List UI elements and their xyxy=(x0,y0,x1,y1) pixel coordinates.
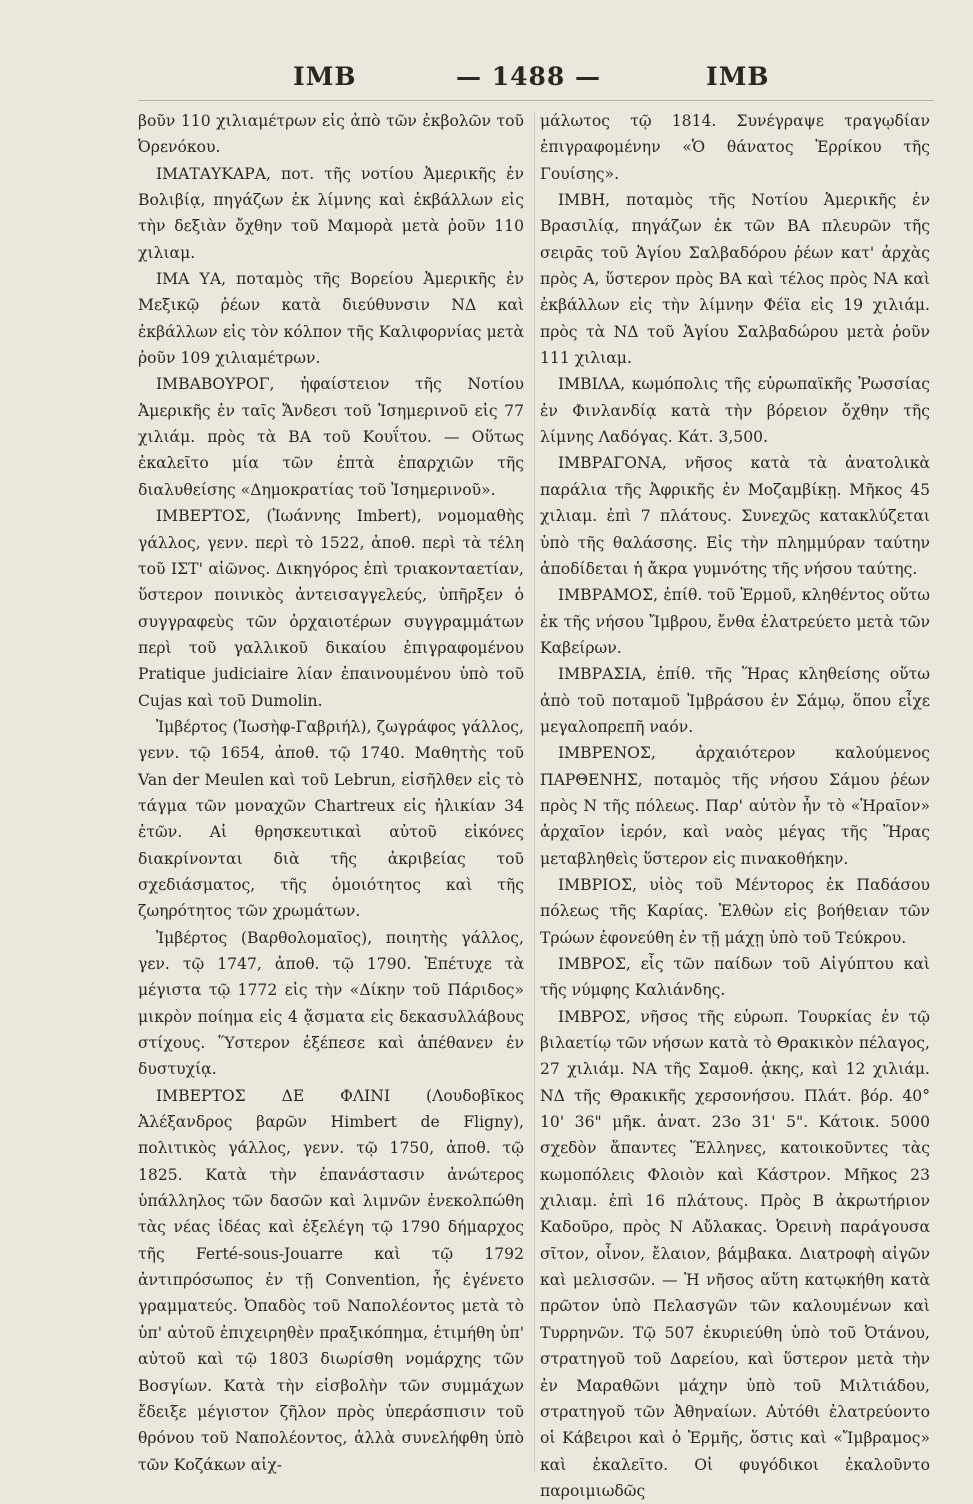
entry-imbila: ΙΜΒΙΛΑ, κωμόπολις τῆς εὐρωπαϊκῆς Ῥωσσίας ἐν Φινλανδίᾳ κατὰ τὴν βόρειον ὄχθην τῆς λίμνης Λαδόγας. Κάτ. 3,500. xyxy=(540,375,930,447)
entry-imbros-island: ΙΜΒΡΟΣ, νῆσος τῆς εὐρωπ. Τουρκίας ἐν τῷ βιλαετίῳ τῶν νήσων κατὰ τὸ Θρακικὸν πέλαγος, 27 χιλιάμ. ΝΑ τῆς Σαμοθ. ᾀκης, καὶ 12 χιλιάμ. ΝΔ τῆς Θρακικῆς χερσονήσου. Πλάτ. βόρ. 40° 10' 36" μῆκ. ἀνατ. 23ο 31' 5". Κάτοικ. 5000 σχεδὸν ἅπαντες Ἕλληνες, κατοικοῦντες τὰς κωμοπόλεις Φλοιὸν καὶ Κάστρον. Μῆκος 23 χιλιαμ. ἐπὶ 16 πλάτους. Πρὸς Β ἀκρωτήριον Καδοῦρο, πρὸς Ν Αὔλακας. Ὀρεινὴ παράγουσα σῖτον, οἶνον, ἔλαιον, βάμβακα. Διατροφὴ αἰγῶν καὶ μελισσῶν. — Ἡ νῆσος αὕτη κατῳκήθη κατὰ πρῶτον ὑπὸ Πελασγῶν τῶν καλουμένων καὶ Τυρρηνῶν. Τῷ 507 ἐκυριεύθη ὑπὸ τοῦ Ὀτάνου, στρατηγοῦ τοῦ Δαρείου, καὶ ὕστερον μετὰ τὴν ἐν Μαραθῶνι μάχην ὑπὸ τοῦ Μιλτιάδου, στρατηγοῦ τῶν Ἀθηναίων. Αὐτόθι ἐλατρεύοντο οἱ Κάβειροι καὶ ὁ Ἑρμῆς, ὅστις καὶ «Ἴμβραμος» καὶ ἐκαλεῖτο. Οἱ φυγόδικοι ἐκαλοῦντο παροιμιωδῶς xyxy=(540,1007,930,1500)
entry-imbertos-ioannis: ΙΜΒΕΡΤΟΣ, (Ἰωάννης Imbert), νομομαθὴς γάλλος, γενν. περὶ τὸ 1522, ἀποθ. περὶ τὰ τέλη τοῦ ΙΣΤ' αἰῶνος. Δικηγόρος ἐπὶ τριακονταετίαν, ὕστερον ποινικὸς ἀντεισαγγελεύς, ὑπῆρξεν ὁ συγγραφεὺς τῶν ὀρχαιοτέρων συγγραμμάτων περὶ τοῦ γαλλικοῦ δικαίου ἐπιγραφομένου Pratique judiciaire λίαν ἐπαινουμένου ὑπὸ τοῦ Cujas καὶ τοῦ Dumolin. xyxy=(138,507,524,710)
entry-imbrenos: ΙΜΒΡΕΝΟΣ, ἀρχαιότερον καλούμενος ΠΑΡΘΕΝΗΣ, ποταμὸς τῆς νήσου Σάμου ῥέων πρὸς Ν τῆς πόλεως. Παρ' αὐτὸν ἦν τὸ «Ἡραῖον» ἀρχαῖον ἱερόν, καὶ ναὸς μέγας τῆς Ἥρας μεταβληθεὶς ὕστερον εἰς πινακοθήκην. xyxy=(540,744,930,868)
entry-imataukara: ΙΜΑΤΑΥΚΑΡΑ, ποτ. τῆς νοτίου Ἀμερικῆς ἐν Βολιβίᾳ, πηγάζων ἐκ λίμνης καὶ ἐκβάλλων εἰς τὴν δεξιὰν ὄχθην τοῦ Μαμορὰ μετὰ ῥοῦν 110 χιλιαμ. xyxy=(138,164,524,262)
entry-imbertos-bartholomaios: Ἰμβέρτος (Βαρθολομαῖος), ποιητὴς γάλλος, γεν. τῷ 1747, ἀποθ. τῷ 1790. Ἐπέτυχε τὰ μέγιστα τῷ 1772 εἰς τὴν «Δίκην τοῦ Πάριδος» μικρὸν ποίημα εἰς 4 ᾄσματα εἰς δεκασυλλάβους στίχους. Ὕστερον ἐξέπεσε καὶ ἀπέθανεν ἐν δυστυχίᾳ. xyxy=(138,928,524,1079)
entry-imbertos-iosif: Ἰμβέρτος (Ἰωσὴφ-Γαβριήλ), ζωγράφος γάλλος, γενν. τῷ 1654, ἀποθ. τῷ 1740. Μαθητὴς τοῦ Van der Meulen καὶ τοῦ Lebrun, εἰσῆλθεν εἰς τὸ τάγμα τῶν μοναχῶν Chartreux εἰς ἡλικίαν 34 ἐτῶν. Αἱ θρησκευτικαὶ αὐτοῦ εἰκόνες διακρίνονται διὰ τῆς ἀκριβείας τοῦ σχεδιάσματος, τῆς ὁμοιότητος καὶ τῆς ζωηρότητος τῶν χρωμάτων. xyxy=(138,717,524,921)
header-right-guideword: IMB xyxy=(706,62,770,91)
left-column xyxy=(138,108,524,1478)
entry-ima-ya: ΙΜΑ ΥΑ, ποταμὸς τῆς Βορείου Ἀμερικῆς ἐν Μεξικῷ ῥέων κατὰ διεύθυνσιν ΝΔ καὶ ἐκβάλλων εἰς τὸν κόλπον τῆς Καλιφορνίας μετὰ ῥοῦν 109 χιλιαμέτρων. xyxy=(138,270,524,368)
entry-imbragona: ΙΜΒΡΑΓΟΝΑ, νῆσος κατὰ τὰ ἀνατολικὰ παράλια τῆς Ἀφρικῆς ἐν Μοζαμβίκῃ. Μῆκος 45 χιλιαμ. ἐπὶ 7 πλάτους. Συνεχῶς κατακλύζεται ὑπὸ τῆς θαλάσσης. Εἰς τὴν πλημμύραν ταύτην ἀποδίδεται ἡ ἄκρα γυμνότης τῆς νήσου ταύτης. xyxy=(540,454,930,578)
column-separator xyxy=(534,112,535,1472)
entry-continuation-right: μάλωτος τῷ 1814. Συνέγραψε τραγῳδίαν ἐπιγραφομένην «Ὁ θάνατος Ἐρρίκου τῆς Γουίσης». xyxy=(540,112,930,183)
page-header xyxy=(0,62,973,102)
right-column xyxy=(540,108,930,1504)
header-left-guideword: IMB xyxy=(293,62,357,91)
entry-imbros-person: ΙΜΒΡΟΣ, εἷς τῶν παίδων τοῦ Αἰγύπτου καὶ τῆς νύμφης Καλιάνδης. xyxy=(540,955,930,1000)
entry-imbertos-de-fligny: ΙΜΒΕΡΤΟΣ ΔΕ ΦΛΙΝΙ (Λουδοβῖκος Ἀλέξανδρος βαρῶν Himbert de Fligny), πολιτικὸς γάλλος, γενν. τῷ 1750, ἀποθ. τῷ 1825. Κατὰ τὴν ἐπανάστασιν ἀνώτερος ὑπάλληλος τῶν δασῶν καὶ λιμνῶν ἐνεκολπώθη τὰς νέας ἰδέας καὶ ἐξελέγη τῷ 1790 δήμαρχος τῆς Ferté-sous-Jouarre καὶ τῷ 1792 ἀντιπρόσωπος ἐν τῇ Convention, ἧς ἐγένετο γραμματεύς. Ὀπαδὸς τοῦ Ναπολέοντος μετὰ τὸ ὑπ' αὐτοῦ ἐπιχειρηθὲν πραξικόπημα, ἐτιμήθη ὑπ' αὐτοῦ καὶ τῷ 1803 διωρίσθη νομάρχης τῶν Βοσγίων. Κατὰ τὴν εἰσβολὴν τῶν συμμάχων ἔδειξε μέγιστον ζῆλον πρὸς ὑπεράσπισιν τοῦ θρόνου τοῦ Ναπολέοντος, ἀλλὰ συνελήφθη ὑπὸ τῶν Κοζάκων αἰχ- xyxy=(138,1086,524,1474)
entry-imbi: ΙΜΒΗ, ποταμὸς τῆς Νοτίου Ἀμερικῆς ἐν Βρασιλίᾳ, πηγάζων ἐκ τῶν ΒΑ πλευρῶν τῆς σειρᾶς τοῦ Ἁγίου Σαλβαδόρου ῥέων κατ' ἀρχὰς πρὸς Α, ὕστερον πρὸς ΒΑ καὶ τέλος πρὸς ΝΑ καὶ ἐκβάλλων εἰς τὴν λίμνην Φέϊα εἰς 19 χιλιάμ. πρὸς τὰ ΝΔ τοῦ Ἁγίου Σαλβαδώρου μετὰ ῥοῦν 111 χιλιαμ. xyxy=(540,191,930,368)
entry-imbramos: ΙΜΒΡΑΜΟΣ, ἐπίθ. τοῦ Ἑρμοῦ, κληθέντος οὕτω ἐκ τῆς νήσου Ἴμβρου, ἔνθα ἐλατρεύετο μετὰ τῶν Καβείρων. xyxy=(540,586,930,657)
entry-imbrios: ΙΜΒΡΙΟΣ, υἱὸς τοῦ Μέντορος ἐκ Παδάσου πόλεως τῆς Καρίας. Ἐλθὼν εἰς βοήθειαν τῶν Τρώων ἐφονεύθη ἐν τῇ μάχῃ ὑπὸ τοῦ Τεύκρου. xyxy=(540,875,930,947)
page-number: — 1488 — xyxy=(456,62,601,91)
entry-imbabouroq: ΙΜΒΑΒΟΥΡΟΓ, ἡφαίστειον τῆς Νοτίου Ἀμερικῆς ἐν ταῖς Ἄνδεσι τοῦ Ἰσημερινοῦ εἰς 77 χιλιάμ. πρὸς τὰ ΒΑ τοῦ Κουΐτου. — Οὕτως ἐκαλεῖτο μία τῶν ἑπτὰ ἐπαρχιῶν τῆς διαλυθείσης «Δημοκρατίας τοῦ Ἰσημερινοῦ». xyxy=(138,375,524,499)
entry-continuation: βοῦν 110 χιλιαμέτρων εἰς ἀπὸ τῶν ἐκβολῶν τοῦ Ὀρενόκου. xyxy=(138,112,524,157)
entry-imbrasia: ΙΜΒΡΑΣΙΑ, ἐπίθ. τῆς Ἥρας κληθείσης οὕτω ἀπὸ τοῦ ποταμοῦ Ἰμβράσου ἐν Σάμῳ, ὅπου εἶχε μεγαλοπρεπῆ ναόν. xyxy=(540,665,930,736)
header-rule xyxy=(138,100,934,101)
